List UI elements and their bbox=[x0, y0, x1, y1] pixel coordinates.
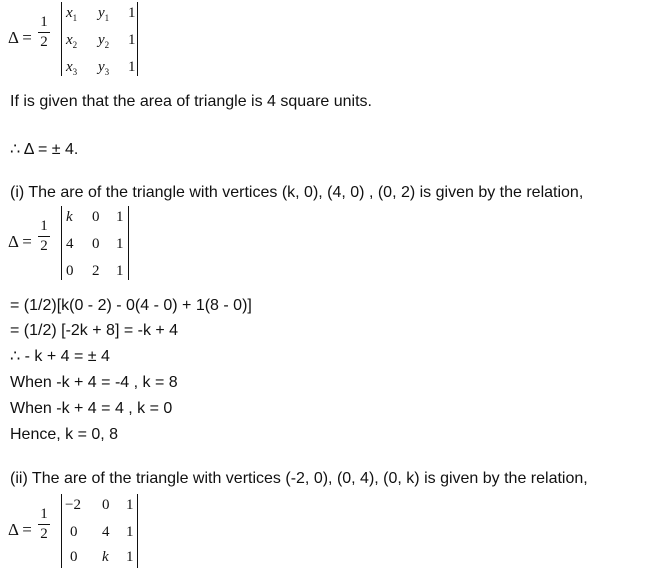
matrix-cell: 1 bbox=[128, 59, 136, 75]
fraction-numerator: 1 bbox=[40, 218, 48, 234]
solution-step: Hence, k = 0, 8 bbox=[10, 426, 119, 443]
solution-step: = (1/2) [-2k + 8] = -k + 4 bbox=[10, 322, 179, 339]
matrix-cell: $x_3$ bbox=[66, 59, 78, 77]
delta-symbol: Δ = bbox=[8, 28, 32, 47]
matrix-cell: 0 bbox=[92, 236, 100, 252]
solution-step: When -k + 4 = -4 , k = 8 bbox=[10, 374, 178, 391]
matrix-cell: $y_3$ bbox=[98, 59, 110, 77]
determinant-left-bar bbox=[61, 494, 62, 568]
matrix-cell: −2 bbox=[65, 497, 81, 513]
delta-symbol: Δ = bbox=[8, 520, 32, 539]
matrix-cell: $y_2$ bbox=[98, 32, 110, 50]
determinant-right-bar bbox=[137, 2, 138, 76]
part-ii-determinant bbox=[8, 492, 148, 568]
matrix-cell: 1 bbox=[128, 5, 136, 21]
solution-step: When -k + 4 = 4 , k = 0 bbox=[10, 400, 173, 417]
determinant-left-bar bbox=[61, 2, 62, 76]
part-i-determinant bbox=[8, 204, 138, 280]
fraction-numerator: 1 bbox=[40, 506, 48, 522]
part-i-intro: (i) The are of the triangle with vertices (k, 0), (4, 0) , (0, 2) is given by the relation, bbox=[10, 184, 584, 201]
matrix-cell: 4 bbox=[102, 524, 110, 540]
part-ii-intro: (ii) The are of the triangle with vertices (-2, 0), (0, 4), (0, k) is given by the relation, bbox=[10, 470, 588, 487]
solution-step: = (1/2)[k(0 - 2) - 0(4 - 0) + 1(8 - 0)] bbox=[10, 297, 252, 314]
matrix-cell: 0 bbox=[92, 209, 100, 225]
fraction-denominator: 2 bbox=[40, 34, 48, 50]
fraction-bar bbox=[38, 32, 50, 33]
matrix-cell: 1 bbox=[126, 549, 134, 565]
matrix-cell: 2 bbox=[92, 263, 100, 279]
fraction-denominator: 2 bbox=[40, 526, 48, 542]
matrix-cell: k bbox=[102, 549, 109, 565]
one-half-fraction bbox=[38, 14, 50, 51]
fraction-numerator: 1 bbox=[40, 14, 48, 30]
matrix-cell: 0 bbox=[102, 497, 110, 513]
fraction-bar bbox=[38, 524, 50, 525]
area-formula-determinant bbox=[8, 0, 148, 76]
given-statement: If is given that the area of triangle is 4 square units. bbox=[10, 93, 372, 110]
one-half-fraction bbox=[38, 506, 50, 543]
fraction-denominator: 2 bbox=[40, 238, 48, 254]
matrix-cell: 1 bbox=[126, 497, 134, 513]
matrix-cell: $x_2$ bbox=[66, 32, 78, 50]
matrix-cell: 0 bbox=[66, 263, 74, 279]
delta-symbol: Δ = bbox=[8, 232, 32, 251]
matrix-cell: 1 bbox=[116, 209, 124, 225]
solution-step: ∴ - k + 4 = ± 4 bbox=[10, 348, 110, 365]
determinant-left-bar bbox=[61, 206, 62, 280]
matrix-cell: 4 bbox=[66, 236, 74, 252]
matrix-cell: 1 bbox=[116, 236, 124, 252]
matrix-cell: 1 bbox=[126, 524, 134, 540]
matrix-cell: 1 bbox=[116, 263, 124, 279]
fraction-bar bbox=[38, 236, 50, 237]
matrix-cell: 0 bbox=[70, 549, 78, 565]
matrix-cell: 1 bbox=[128, 32, 136, 48]
one-half-fraction bbox=[38, 218, 50, 255]
determinant-right-bar bbox=[128, 206, 129, 280]
determinant-right-bar bbox=[137, 494, 138, 568]
matrix-cell: $x_1$ bbox=[66, 5, 78, 23]
matrix-cell: 0 bbox=[70, 524, 78, 540]
matrix-cell: k bbox=[66, 209, 73, 225]
therefore-statement: ∴ Δ = ± 4. bbox=[10, 141, 79, 158]
matrix-cell: $y_1$ bbox=[98, 5, 110, 23]
